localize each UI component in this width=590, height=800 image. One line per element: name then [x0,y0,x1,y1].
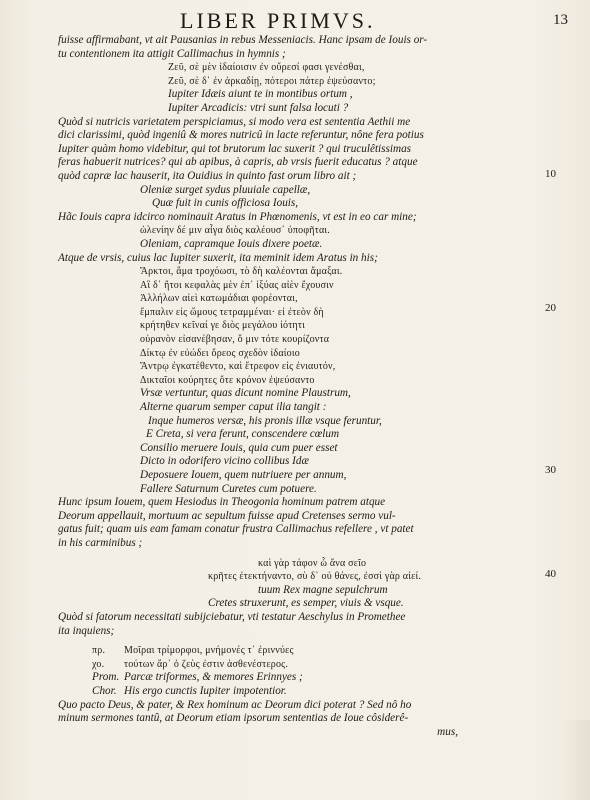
text-line: in his carminibus ; [58,536,143,549]
verse-line: Dicto in odorifero vicino collibus Idæ [140,455,309,468]
text-line: Hunc ipsum Iouem, quem Hesiodus in Theogonia hominum patrem atque [58,496,386,509]
text-line: fuisse affirmabant, vt ait Pausanias in rebus Messeniacis. Hanc ipsam de Iouis or- [58,34,428,46]
speaker-label: πρ. [92,645,106,657]
greek-verse-line: κρῆτες ἐτεκτήναντο, σὺ δ᾽ οὐ θάνες, ἐσσὶ γὰρ αἰεί. [208,571,422,583]
speaker-label: Chor. [92,684,117,697]
greek-verse-line: Ἄρκτοι, ἅμα τροχόωσι, τὸ δὴ καλέονται ἅμαξαι. [140,266,343,278]
margin-line-number: 30 [545,464,556,476]
greek-verse-line: οὐρανὸν εἰσανέβησαν, ὅ μιν τότε κουρίζοντα [140,334,330,346]
greek-verse-line: Ἀλλήλων αἰεὶ κατωμάδιαι φορέονται, [140,293,298,305]
text-line: Hãc Iouis capra idcirco nominauit Aratus in Phœnomenis, vt est in eo car mine; [58,210,417,223]
greek-verse-line: καὶ γὰρ τάφον ὦ ἄνα σεῖο [258,557,367,569]
text-line: gatus fuit; quam uis eam famam conatur frustra Callimachus refellere , vt patet [58,523,414,536]
verse-line: Consilio meruere Iouis, quia cum puer esset [140,441,338,454]
latin-verse: Parcæ triformes, & memores Erinnyes ; [124,671,303,684]
text-line: mus, [437,725,458,738]
dialogue-line [58,658,528,672]
verse-line: Iupiter Arcadicis: vtri sunt falsa locuti ? [168,101,349,114]
dialogue-line [58,644,528,658]
latin-verse: His ergo cunctis Iupiter impotentior. [124,684,287,697]
greek-verse-line: ὠλενίην δέ μιν αἶγα διὸς καλέουσ᾽ ὑποφῆται. [140,225,330,237]
verse-line: tuum Rex magne sepulchrum [258,583,388,596]
margin-line-number: 20 [545,302,556,314]
page-edge-shadow [560,720,590,800]
text-line: Iupiter quàm homo videbitur, qui tot brutorum lac suxerit ? qui truculêtissimas [58,142,412,155]
greek-verse-line: Δίκτῳ ἐν εὐώδει ὄρεος σχεδὸν ἰδαίοιο [140,347,300,359]
text-line: tu contentionem ita attigit Callimachus in hymnis ; [58,47,286,60]
text-line: feras habuerit nutrices? qui ab apibus, à capris, ab vrsis fuerit educatus ? atque [58,156,418,169]
greek-verse-line: κρήτηθεν κεῖναί γε διὸς μεγάλου ἰότητι [140,320,305,332]
verse-line: E Creta, si vera ferunt, conscendere cœlum [146,428,340,441]
verse-line: Cretes struxerunt, es semper, viuis & vsque. [208,597,404,610]
text-line: Atque de vrsis, cuius lac Iupiter suxerit, ita meminit idem Aratus in his; [58,251,378,264]
text-line: Quo pacto Deus, & pater, & Rex hominum ac Deorum dici poterat ? Sed nô ho [58,698,412,711]
verse-line: Alterne quarum semper caput ilia tangit : [140,401,327,414]
verse-line: Inque humeros versæ, his pronis illæ vsque feruntur, [148,414,382,427]
greek-verse-line: Ζεῦ, σὲ δ᾽ ἐν ἀρκαδίῃ, πότεροι πάτερ ἐψεύσαντο; [168,75,376,87]
page-number: 13 [553,12,568,28]
dialogue-line [58,685,528,699]
greek-verse-line: Ζεῦ, σὲ μὲν ἰδαίοισιν ἐν οὔρεσί φασι γενέσθαι, [168,62,365,74]
greek-verse-line: Δικταῖοι κούρητες ὅτε κρόνον ἐψεύσαντο [140,374,315,386]
text-line: Quòd si fatorum necessitati subijciebatur, vti testatur Aeschylus in Promethee [58,610,406,623]
greek-verse: τούτων ἄρ᾽ ὁ ζεὺς ἐστιν ἀσθενέστερος. [124,658,289,670]
text-line: minum sermones tantû, at Deorum etiam ipsorum sententias de Ioue côsiderê- [58,712,409,725]
text-line: Quòd si nutricis varietatem perspiciamus, si modo vera est sententia Aethii me [58,115,411,128]
greek-verse-line: Αἳ δ᾽ ἤτοι κεφαλὰς μὲν ἐπ᾽ ἰξύας αἰὲν ἔχουσιν [140,279,334,291]
running-head: LIBER PRIMVS. [180,8,376,33]
text-line: quòd capræ lac hauserit, ita Ouidius in quinto fast orum libro ait ; [58,169,357,182]
verse-line: Vrsæ vertuntur, quas dicunt nomine Plaustrum, [140,387,351,400]
greek-verse-line: ἔμπαλιν εἰς ὤμους τετραμμέναι· εἰ ἐτεὸν δὴ [140,306,324,318]
greek-verse: Μοῖραι τρίμορφοι, μνήμονές τ᾽ ἐριννύες [124,645,294,657]
verse-line: Deposuere Iouem, quem nutriuere per annum, [140,469,347,481]
text-line: dici clarissimi, quòd ingeniû & mores nutricû in lacte referuntur, nône fera potius [58,129,424,142]
text-line: ita inquiens; [58,624,115,637]
greek-verse-line: Ἄντρῳ ἐγκατέθεντο, καὶ ἔτρεφον εἰς ἐνιαυτόν, [140,361,336,373]
dialogue-line [58,671,528,685]
speaker-label: Prom. [92,671,120,684]
margin-line-number: 10 [545,168,556,180]
text-line: Deorum appellauit, mortuum ac sepultum fuisse apud Cretenses sermo vul- [58,509,396,522]
verse-line: Fallere Saturnum Curetes cum potuere. [140,482,317,495]
verse-line: Quæ fuit in cunis officiosa Iouis, [152,197,299,210]
speaker-label: χο. [92,658,105,670]
verse-line: Oleniam, capramque Iouis dixere poetæ. [140,237,323,250]
margin-line-number: 40 [545,568,556,580]
page-text [58,34,528,739]
verse-line: Oleniæ surget sydus pluuiale capellæ, [140,183,311,196]
verse-line: Iupiter Idæis aiunt te in montibus ortum , [168,88,353,101]
